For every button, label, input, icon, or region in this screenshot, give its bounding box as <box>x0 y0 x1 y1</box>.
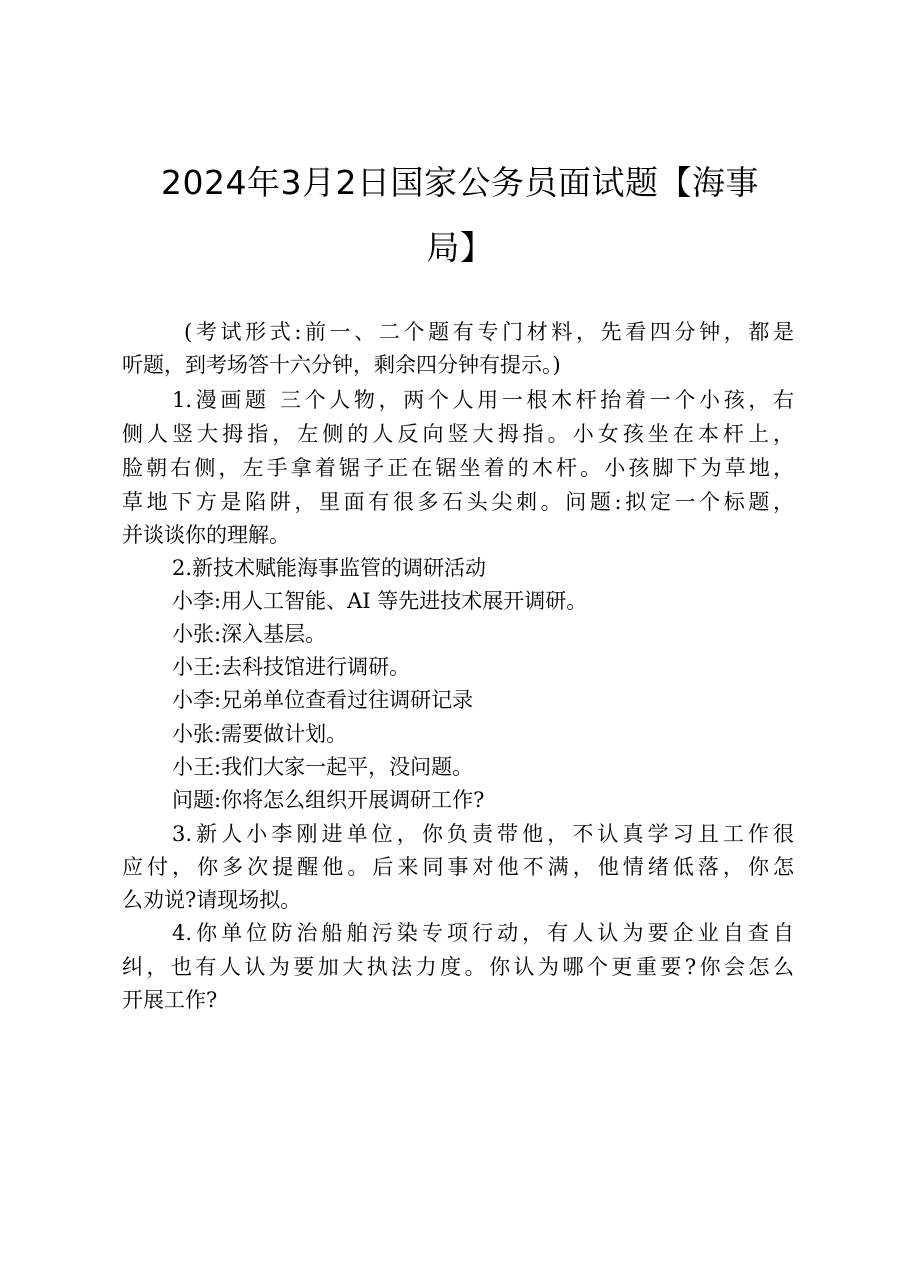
q2-line-1: 2.新技术赋能海事监管的调研活动 <box>172 556 487 580</box>
q2-line-5: 小李:兄弟单位查看过往调研记录 <box>172 688 474 712</box>
intro-line-1: (考试形式:前一、二个题有专门材料，先看四分钟，都是 <box>184 320 794 344</box>
q2-line-2: 小李:用人工智能、AI 等先进技术展开调研。 <box>172 589 588 613</box>
q1-line-3: 脸朝右侧，左手拿着锯子正在锯坐着的木杆。小孩脚下为草地， <box>122 456 794 480</box>
q2-line-3: 小张:深入基层。 <box>172 622 327 646</box>
q1-line-1: 1.漫画题 三个人物，两个人用一根木杆抬着一个小孩，右 <box>172 388 794 412</box>
q2-line-8: 问题:你将怎么组织开展调研工作? <box>172 788 485 812</box>
q4-line-1: 4.你单位防治船舶污染专项行动，有人认为要企业自查自 <box>172 921 794 945</box>
q4-line-3: 开展工作? <box>122 988 218 1012</box>
q1-line-2: 侧人竖大拇指，左侧的人反向竖大拇指。小女孩坐在本杆上， <box>122 422 794 446</box>
q3-line-3: 么劝说?请现场拟。 <box>122 888 302 912</box>
intro-line-2: 听题，到考场答十六分钟，剩余四分钟有提示。) <box>122 353 561 377</box>
q4-line-2: 纠，也有人认为要加大执法力度。你认为哪个更重要?你会怎么 <box>122 955 794 979</box>
q3-line-1: 3.新人小李刚进单位，你负责带他，不认真学习且工作很 <box>172 822 794 846</box>
q1-line-5: 并谈谈你的理解。 <box>122 523 290 547</box>
q2-line-6: 小张:需要做计划。 <box>172 722 348 746</box>
document-title-line-2: 局】 <box>426 228 494 267</box>
q2-line-4: 小王:去科技馆进行调研。 <box>172 655 411 679</box>
document-title-line-1: 2024年3月2日国家公务员面试题【海事 <box>161 163 759 202</box>
q2-line-7: 小王:我们大家一起平，没问题。 <box>172 755 474 779</box>
q3-line-2: 应付，你多次提醒他。后来同事对他不满，他情绪低落，你怎 <box>122 855 794 879</box>
q1-line-4: 草地下方是陷阱，里面有很多石头尖刺。问题:拟定一个标题， <box>122 490 794 514</box>
